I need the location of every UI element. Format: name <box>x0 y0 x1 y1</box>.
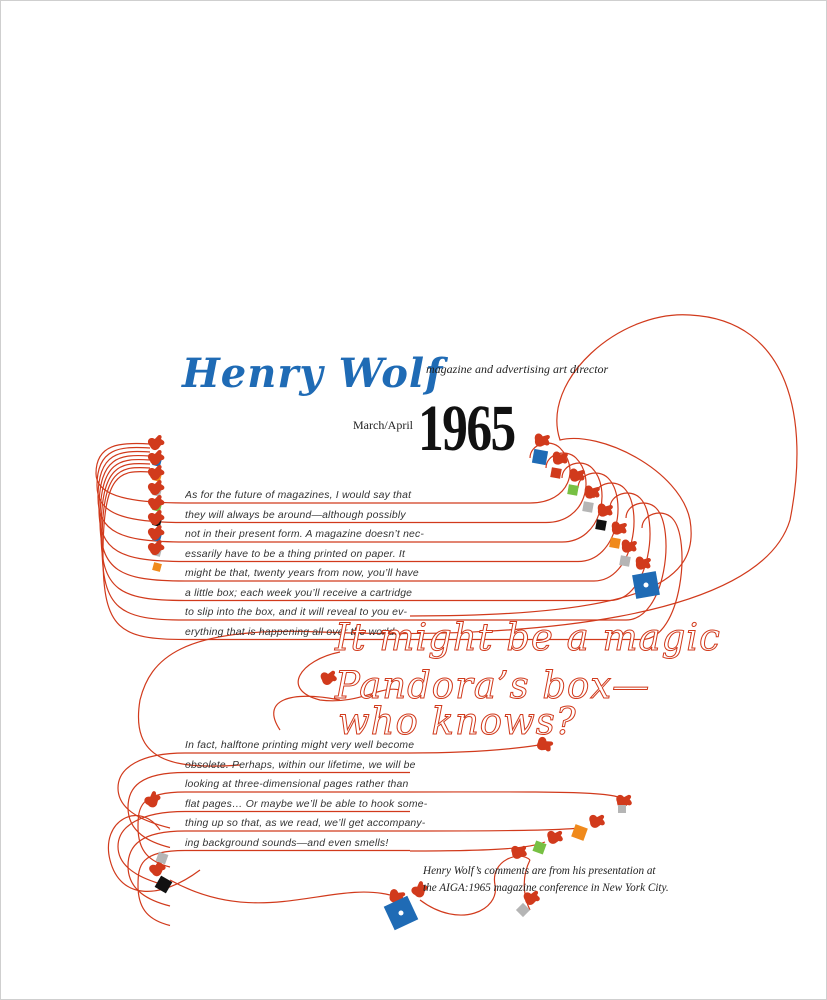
small-cube-icon <box>571 824 588 841</box>
paragraph-line: ing background sounds—and even smells! <box>185 837 389 849</box>
paragraph-line: flat pages… Or maybe we’ll be able to hook some- <box>185 798 428 810</box>
small-cube-icon <box>619 555 631 567</box>
author-name: Henry Wolf <box>182 350 444 397</box>
paragraph-line: looking at three-dimensional pages rather than <box>185 779 409 790</box>
credit-line: the AIGA:1965 magazine conference in New York City. <box>423 882 669 894</box>
script-quote-line: who knows? <box>338 700 577 743</box>
small-cube-icon <box>550 467 562 479</box>
small-cube-icon <box>567 484 579 496</box>
small-cube-icon <box>152 562 162 572</box>
script-quote-line: It might be a magic <box>335 616 721 659</box>
paragraph-line: essarily have to be a thing printed on paper. It <box>185 548 406 560</box>
paragraph-line: they will always be around—although possibly <box>185 509 406 521</box>
red-hand-icon <box>546 829 564 846</box>
paragraph-line: not in their present form. A magazine doesn’t nec- <box>185 529 425 540</box>
author-role: magazine and advertising art director <box>426 362 609 376</box>
paragraph-line: As for the future of magazines, I would say that <box>185 490 412 501</box>
paragraph-line: obsolete. Perhaps, within our lifetime, we will be <box>185 759 416 771</box>
box-slot <box>399 911 404 916</box>
script-quote-line: Pandora’s box— <box>335 664 651 707</box>
thread-line <box>410 483 634 581</box>
small-cube-icon <box>609 537 621 549</box>
red-hand-icon <box>609 519 629 538</box>
thread-line <box>170 880 390 903</box>
credit-note <box>423 863 713 897</box>
red-hand-icon <box>588 813 606 830</box>
paragraph-line: erything that is happening all over the world. <box>185 626 398 638</box>
paragraph-line: a little box; each week you’ll receive a cartridge <box>185 587 413 599</box>
issue-year: 1965 <box>418 392 515 465</box>
credit-line: Henry Wolf’s comments are from his presentation at <box>423 865 656 877</box>
paragraph-halftone <box>185 738 435 855</box>
red-hand-icon <box>619 537 639 556</box>
small-cube-icon <box>595 519 607 531</box>
red-hand-icon <box>147 464 165 481</box>
small-cube-icon <box>532 449 548 465</box>
red-hand-icon <box>147 494 165 511</box>
small-cube-icon <box>618 805 626 813</box>
red-hand-icon <box>147 509 165 526</box>
thread-line <box>410 792 623 805</box>
red-hand-icon <box>633 554 653 573</box>
red-hand-icon <box>147 479 165 496</box>
paragraph-line: might be that, twenty years from now, you’ll have <box>185 568 419 579</box>
red-hand-icon <box>142 790 163 810</box>
thread-line <box>138 851 410 926</box>
issue-date: March/April <box>353 418 413 432</box>
box-slot <box>644 583 649 588</box>
red-hand-icon <box>582 483 602 502</box>
red-hand-icon <box>147 434 165 451</box>
red-hand-icon <box>147 524 165 541</box>
paragraph-line: thing up so that, as we read, we’ll get accompany- <box>185 818 426 829</box>
paragraph-line: In fact, halftone printing might very well become <box>185 740 415 751</box>
thread-line <box>410 828 580 831</box>
paragraph-line: to slip into the box, and it will reveal to you ev- <box>185 607 408 618</box>
small-cube-icon <box>582 501 594 513</box>
